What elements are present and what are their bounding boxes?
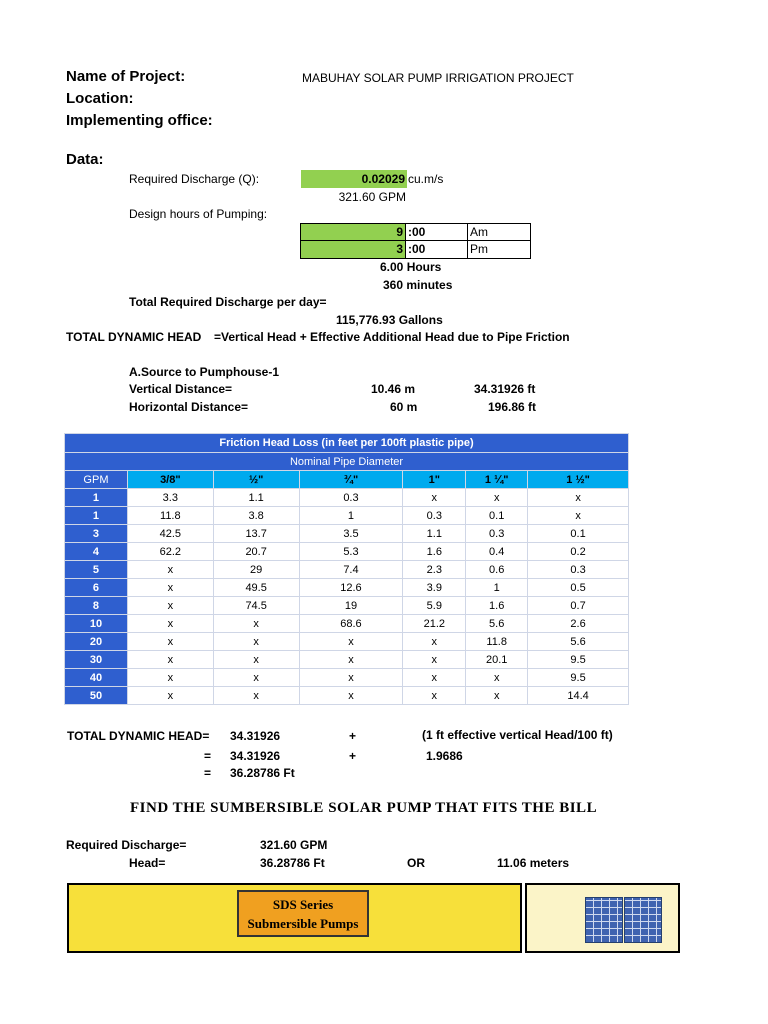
table-cell[interactable]: 1.1 <box>403 525 466 543</box>
sds-line2: Submersible Pumps <box>247 916 359 931</box>
table-cell[interactable]: 21.2 <box>403 615 466 633</box>
gpm-header: GPM <box>65 471 128 489</box>
total-discharge-value: 115,776.93 Gallons <box>336 313 443 327</box>
table-cell[interactable]: x <box>127 669 213 687</box>
pumping-label: Design hours of Pumping: <box>129 207 268 221</box>
tdh-line2-note: 1.9686 <box>426 749 463 763</box>
table-cell[interactable]: x <box>127 651 213 669</box>
table-row <box>65 651 629 669</box>
table-cell[interactable]: 0.3 <box>466 525 528 543</box>
table-cell[interactable]: 3.8 <box>213 507 299 525</box>
project-value: MABUHAY SOLAR PUMP IRRIGATION PROJECT <box>302 71 574 85</box>
table-cell[interactable]: 42.5 <box>127 525 213 543</box>
table-cell[interactable]: 74.5 <box>213 597 299 615</box>
table-cell[interactable]: x <box>213 669 299 687</box>
tdh-formula: =Vertical Head + Effective Additional Head due to Pipe Friction <box>214 330 570 344</box>
sds-line1: SDS Series <box>272 897 334 912</box>
table-cell[interactable]: x <box>528 507 629 525</box>
vertical-label: Vertical Distance= <box>129 382 233 396</box>
col-header: 3/8" <box>127 471 213 489</box>
pumping-hours: 6.00 Hours <box>380 260 442 274</box>
table-cell[interactable]: 0.1 <box>466 507 528 525</box>
vertical-m: 10.46 m <box>371 382 416 396</box>
table-cell[interactable]: x <box>127 633 213 651</box>
table-row <box>65 561 629 579</box>
gpm-cell[interactable]: 4 <box>65 543 128 561</box>
table-subtitle: Nominal Pipe Diameter <box>65 453 629 471</box>
table-cell[interactable]: 1 <box>299 507 403 525</box>
horizontal-ft: 196.86 ft <box>488 400 537 414</box>
table-row <box>65 633 629 651</box>
table-cell[interactable]: 11.8 <box>466 633 528 651</box>
req-head-value: 36.28786 Ft <box>260 856 325 870</box>
table-cell[interactable]: x <box>466 669 528 687</box>
table-cell[interactable]: 0.6 <box>466 561 528 579</box>
gpm-cell[interactable]: 30 <box>65 651 128 669</box>
col-header: ¾" <box>299 471 403 489</box>
table-title: Friction Head Loss (in feet per 100ft plastic pipe) <box>65 434 629 453</box>
table-cell[interactable]: 7.4 <box>299 561 403 579</box>
table-cell[interactable]: 1.6 <box>466 597 528 615</box>
gpm-cell[interactable]: 40 <box>65 669 128 687</box>
table-cell[interactable]: 0.2 <box>528 543 629 561</box>
horizontal-m: 60 m <box>390 400 418 414</box>
gpm-cell[interactable]: 10 <box>65 615 128 633</box>
table-cell[interactable]: x <box>127 687 213 705</box>
table-cell[interactable]: x <box>213 651 299 669</box>
source-title: A.Source to Pumphouse-1 <box>129 365 280 379</box>
table-cell[interactable]: 49.5 <box>213 579 299 597</box>
gpm-cell[interactable]: 5 <box>65 561 128 579</box>
table-cell[interactable]: x <box>127 579 213 597</box>
table-cell[interactable]: 5.6 <box>466 615 528 633</box>
table-cell[interactable]: 5.6 <box>528 633 629 651</box>
table-cell[interactable]: 3.5 <box>299 525 403 543</box>
gpm-cell[interactable]: 1 <box>65 489 128 507</box>
location-label: Location: <box>66 90 134 107</box>
start-hour[interactable]: 9 <box>396 225 403 239</box>
table-cell[interactable]: x <box>403 651 466 669</box>
req-head-meters: 11.06 meters <box>497 856 570 870</box>
table-body <box>65 489 629 705</box>
col-header: 1 ¼" <box>466 471 528 489</box>
vertical-ft: 34.31926 ft <box>474 382 536 396</box>
table-cell[interactable]: x <box>213 687 299 705</box>
req-head-label: Head= <box>129 856 166 870</box>
tdh-line3-value: 36.28786 Ft <box>230 766 295 780</box>
table-cell[interactable]: 0.5 <box>528 579 629 597</box>
table-row <box>65 579 629 597</box>
horizontal-label: Horizontal Distance= <box>129 400 249 414</box>
tdh-line2-op: + <box>349 749 357 763</box>
table-cell[interactable]: x <box>213 615 299 633</box>
table-cell[interactable]: 5.3 <box>299 543 403 561</box>
gpm-cell[interactable]: 1 <box>65 507 128 525</box>
start-min: :00 <box>408 225 426 239</box>
table-row <box>65 489 629 507</box>
discharge-gpm: 321.60 GPM <box>338 190 406 204</box>
gpm-cell[interactable]: 6 <box>65 579 128 597</box>
tdh-line1-note: (1 ft effective vertical Head/100 ft) <box>422 728 613 742</box>
col-header: ½" <box>213 471 299 489</box>
find-pump-title: FIND THE SUMBERSIBLE SOLAR PUMP THAT FITS THE BILL <box>130 800 598 816</box>
table-cell[interactable]: 3.3 <box>127 489 213 507</box>
table-cell[interactable]: 62.2 <box>127 543 213 561</box>
table-cell[interactable]: x <box>466 489 528 507</box>
pumping-minutes: 360 minutes <box>383 278 453 292</box>
table-cell[interactable]: x <box>403 687 466 705</box>
start-ampm: Am <box>470 225 488 239</box>
end-ampm: Pm <box>470 242 488 256</box>
project-label: Name of Project: <box>66 68 186 85</box>
tdh-line1-value: 34.31926 <box>230 729 281 743</box>
gpm-cell[interactable]: 20 <box>65 633 128 651</box>
req-or-label: OR <box>407 856 425 870</box>
table-cell[interactable]: 29 <box>213 561 299 579</box>
data-label: Data: <box>66 151 104 168</box>
table-row <box>65 507 629 525</box>
table-row <box>65 543 629 561</box>
table-cell[interactable]: 5.9 <box>403 597 466 615</box>
table-cell[interactable]: x <box>127 597 213 615</box>
friction-head-loss-table <box>64 433 629 705</box>
req-discharge-value: 321.60 GPM <box>260 838 328 852</box>
table-cell[interactable]: 68.6 <box>299 615 403 633</box>
table-row <box>65 597 629 615</box>
office-label: Implementing office: <box>66 112 213 129</box>
table-cell[interactable]: 1 <box>466 579 528 597</box>
discharge-label: Required Discharge (Q): <box>129 172 260 186</box>
table-cell[interactable]: 0.1 <box>528 525 629 543</box>
table-cell[interactable]: 19 <box>299 597 403 615</box>
table-row <box>65 525 629 543</box>
table-cell[interactable]: 0.3 <box>528 561 629 579</box>
gpm-cell[interactable]: 50 <box>65 687 128 705</box>
tdh-label: TOTAL DYNAMIC HEAD <box>66 330 202 344</box>
table-cell[interactable]: x <box>127 615 213 633</box>
table-cell[interactable]: x <box>403 669 466 687</box>
table-cell[interactable]: 3.9 <box>403 579 466 597</box>
discharge-value-cell[interactable]: 0.02029 <box>301 170 407 188</box>
table-row <box>65 615 629 633</box>
discharge-unit: cu.m/s <box>408 172 444 186</box>
table-cell[interactable]: x <box>299 651 403 669</box>
table-cell[interactable]: x <box>466 687 528 705</box>
table-cell[interactable]: 20.7 <box>213 543 299 561</box>
table-cell[interactable]: 12.6 <box>299 579 403 597</box>
table-cell[interactable]: 0.7 <box>528 597 629 615</box>
table-cell[interactable]: x <box>299 687 403 705</box>
table-cell[interactable]: 9.5 <box>528 651 629 669</box>
col-header: 1" <box>403 471 466 489</box>
table-cell[interactable]: x <box>299 633 403 651</box>
table-cell[interactable]: 2.3 <box>403 561 466 579</box>
end-min: :00 <box>408 242 426 256</box>
tdh-eq-2: = <box>204 766 212 780</box>
table-cell[interactable]: 9.5 <box>528 669 629 687</box>
total-discharge-label: Total Required Discharge per day= <box>129 295 327 309</box>
solar-panel-picture <box>525 883 680 953</box>
table-cell[interactable]: 13.7 <box>213 525 299 543</box>
table-cell[interactable]: x <box>299 669 403 687</box>
table-cell[interactable]: x <box>403 633 466 651</box>
sds-series-label <box>237 890 369 937</box>
tdh-calc-label: TOTAL DYNAMIC HEAD= <box>67 729 210 743</box>
tdh-eq-1: = <box>204 749 212 763</box>
gpm-cell[interactable]: 8 <box>65 597 128 615</box>
table-cell[interactable]: 0.3 <box>403 507 466 525</box>
table-cell[interactable]: 1.1 <box>213 489 299 507</box>
table-cell[interactable]: 14.4 <box>528 687 629 705</box>
table-cell[interactable]: x <box>213 633 299 651</box>
table-cell[interactable]: 11.8 <box>127 507 213 525</box>
req-discharge-label: Required Discharge= <box>66 838 187 852</box>
tdh-line1-op: + <box>349 729 357 743</box>
table-row <box>65 669 629 687</box>
col-header: 1 ½" <box>528 471 629 489</box>
solar-panel-icon <box>624 897 662 943</box>
gpm-cell[interactable]: 3 <box>65 525 128 543</box>
table-cell[interactable]: x <box>528 489 629 507</box>
table-cell[interactable]: x <box>403 489 466 507</box>
table-cell[interactable]: 1.6 <box>403 543 466 561</box>
table-cell[interactable]: 0.4 <box>466 543 528 561</box>
table-cell[interactable]: 0.3 <box>299 489 403 507</box>
table-cell[interactable]: 2.6 <box>528 615 629 633</box>
table-row <box>65 687 629 705</box>
table-cell[interactable]: 20.1 <box>466 651 528 669</box>
solar-panel-icon <box>585 897 623 943</box>
tdh-line2-value: 34.31926 <box>230 749 281 763</box>
table-cell[interactable]: x <box>127 561 213 579</box>
end-hour[interactable]: 3 <box>396 242 403 256</box>
